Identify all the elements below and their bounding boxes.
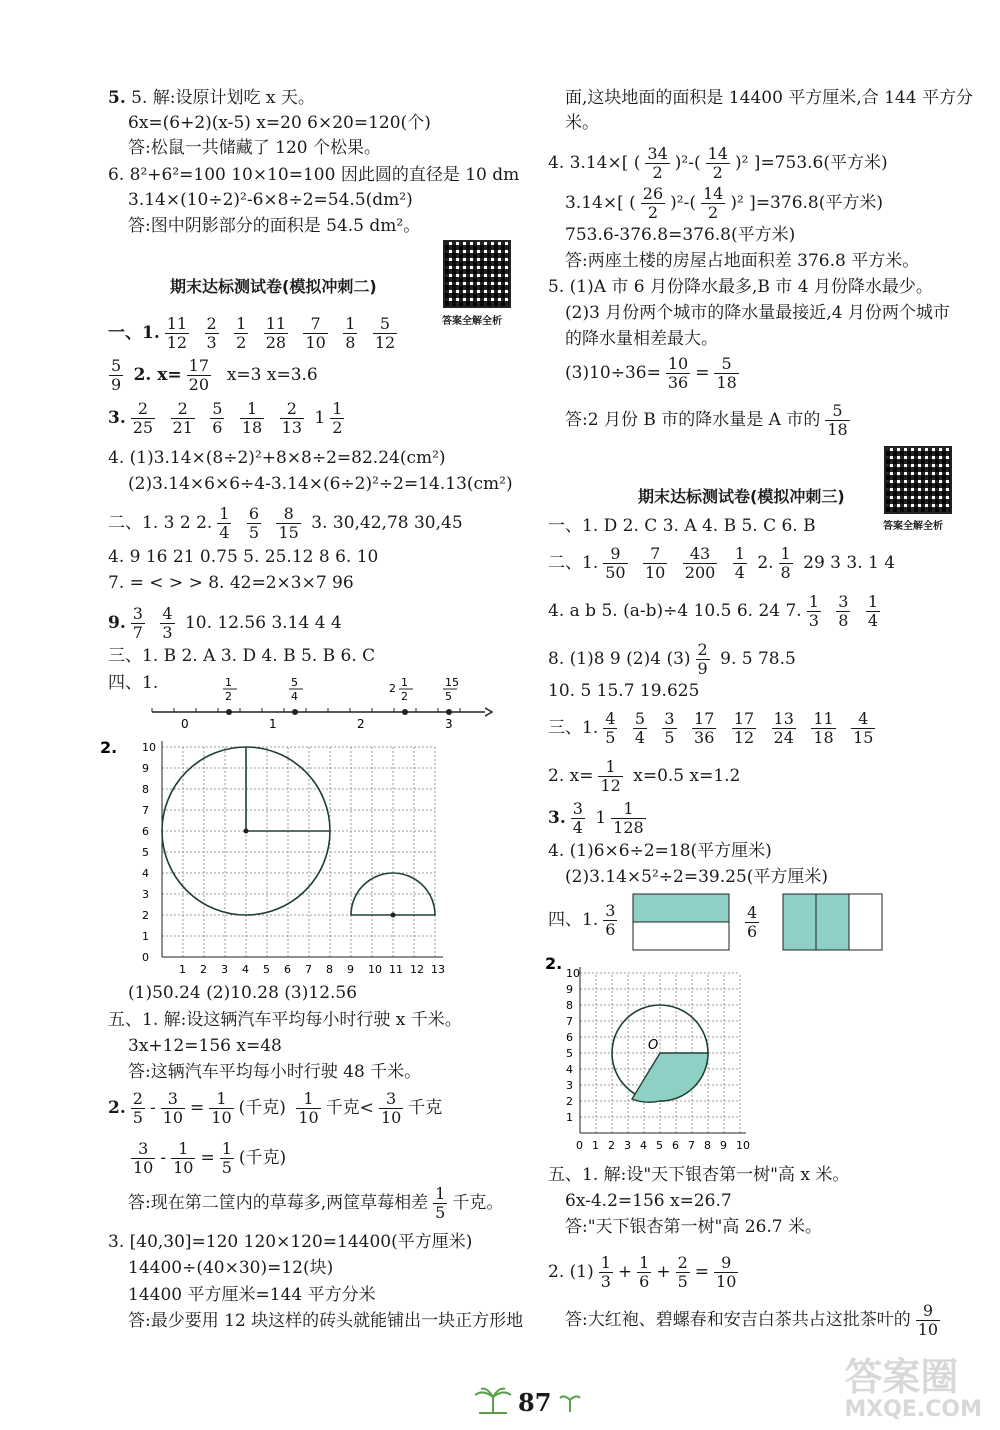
grid-r-y-tick: 1 — [566, 1111, 573, 1124]
rect2-column — [816, 894, 849, 950]
grid-y-tick: 1 — [142, 930, 149, 943]
fraction: $\frac{1}{5}$ — [221, 1139, 232, 1177]
fraction: $\frac{2}{3}$ — [206, 314, 217, 352]
fraction: $\frac{4}{15}$ — [853, 709, 874, 747]
t4-1-row: 四、1. $\frac{3}{6}$ — [548, 901, 616, 939]
grid-x-tick: 3 — [221, 963, 228, 976]
grid-y-tick: 4 — [142, 867, 149, 880]
grid-r-x-tick: 0 — [576, 1139, 583, 1152]
grid-x-tick: 12 — [410, 963, 424, 976]
w1-eq: 3x+12=156 x=48 — [128, 1036, 282, 1056]
grid-r-x-tick: 1 — [592, 1139, 599, 1152]
fraction: $\frac{11}{12}$ — [166, 314, 188, 352]
fraction: $\frac{9}{10}$ — [716, 1253, 737, 1291]
fraction: $\frac{11}{28}$ — [265, 314, 287, 352]
fraction: $\frac{1}{12}$ — [600, 757, 621, 795]
e7-row: 7. = < > > 8. 42=2×3×7 96 — [108, 573, 354, 593]
fraction: $\frac{1}{2}$ — [236, 314, 247, 352]
numline-point — [226, 709, 232, 715]
numline-point-den: 5 — [445, 690, 452, 703]
fraction: $\frac{4}{5}$ — [605, 709, 616, 747]
fraction: $\frac{1}{4}$ — [219, 504, 230, 542]
fraction: $\frac{3}{4}$ — [572, 799, 583, 837]
numline-point-den: 2 — [401, 690, 408, 703]
s4-label: 四、1. — [108, 673, 159, 693]
w3-line2: 14400÷(40×30)=12(块) — [128, 1258, 334, 1278]
numline-tick-label: 3 — [445, 717, 453, 731]
t3-3-row: 3. $\frac{3}{4}$ 1 $\frac{1}{128}$ — [548, 799, 644, 837]
numline-point-num: 1 — [401, 676, 408, 689]
fraction: $\frac{5}{18}$ — [716, 354, 737, 392]
fraction: $\frac{5}{12}$ — [374, 314, 396, 352]
rect1-bottom — [633, 922, 729, 950]
grid-y-tick: 2 — [142, 909, 149, 922]
fraction: $\frac{5}{4}$ — [634, 709, 646, 747]
grid-r-y-tick: 2 — [566, 1095, 573, 1108]
grid-x-tick: 11 — [389, 963, 403, 976]
grid-r-y-tick: 7 — [566, 1015, 573, 1028]
fraction: $\frac{2}{5}$ — [677, 1253, 688, 1291]
q5e-row: 答:2 月份 B 市的降水量是 A 市的 $\frac{5}{18}$ — [565, 401, 848, 439]
grid-r-y-tick: 6 — [566, 1031, 573, 1044]
fraction: $\frac{7}{10}$ — [645, 544, 666, 582]
fraction: $\frac{1}{2}$ — [332, 399, 343, 437]
grid-r-x-tick: 6 — [672, 1139, 679, 1152]
fraction: $\frac{10}{36}$ — [667, 354, 689, 392]
grid-x-tick: 5 — [263, 963, 270, 976]
p3-row: 3. $\frac{2}{25}$ $\frac{2}{21}$ $\frac{5}{6}$ $\frac{1}{18}$ $\frac{2}{13}$ 1 $\frac{1}{2}$ — [108, 399, 343, 437]
fraction: $\frac{26}{2}$ — [642, 184, 664, 222]
w3-line3: 14400 平方厘米=144 平方分米 — [128, 1285, 376, 1305]
fraction: $\frac{1}{8}$ — [780, 544, 791, 582]
fraction-rect-4-6 — [782, 893, 884, 951]
fraction: $\frac{1}{10}$ — [173, 1139, 194, 1177]
fraction: $\frac{1}{10}$ — [211, 1089, 232, 1127]
grid-r-y-tick: 5 — [566, 1047, 573, 1060]
q4a-row: 4. 3.14×[ ( $\frac{34}{2}$ )²-( $\frac{14}{2}$ )² ]=753.6(平方米) — [548, 144, 888, 182]
numline-point-whole: 2 — [389, 682, 396, 695]
grid-x-tick: 7 — [305, 963, 312, 976]
fraction: $\frac{2}{21}$ — [172, 399, 193, 437]
grid-r-x-tick: 10 — [736, 1139, 750, 1152]
e1-row: 二、1. 3 2 2. $\frac{1}{4}$ $\frac{6}{5}$ $\frac{8}{15}$ 3. 30,42,78 30,45 — [108, 504, 463, 542]
rect2-column — [783, 894, 816, 950]
fraction: $\frac{3}{10}$ — [162, 1089, 184, 1127]
grid-r-y-tick: 10 — [566, 967, 580, 980]
circle-center — [244, 829, 249, 834]
fraction: $\frac{14}{2}$ — [702, 184, 724, 222]
p1b-row: $\frac{5}{9}$ 2. x= $\frac{17}{20}$ x=3 x=3.6 — [111, 356, 318, 394]
grid-r-y-tick: 9 — [566, 983, 573, 996]
q4b-row: 3.14×[ ( $\frac{26}{2}$ )²-( $\frac{14}{2}$ )² ]=376.8(平方米) — [565, 184, 883, 222]
qr-code-right[interactable] — [884, 446, 952, 514]
grid-x-tick: 9 — [347, 963, 354, 976]
fraction: $\frac{34}{2}$ — [647, 144, 668, 182]
grid-y-tick: 5 — [142, 846, 149, 859]
semicircle-center — [391, 913, 396, 918]
grid-x-tick: 8 — [326, 963, 333, 976]
fraction: $\frac{11}{18}$ — [813, 709, 834, 747]
palm-tree-icon — [473, 1385, 513, 1415]
q5d-row: (3)10÷36= $\frac{10}{36}$ = $\frac{5}{18}$ — [565, 354, 737, 392]
numline-point-den: 2 — [225, 690, 232, 703]
w2-answer: 答:现在第二筐内的草莓多,两筐草莓相差 $\frac{1}{5}$ 千克。 — [128, 1184, 504, 1222]
watermark-logo: 答案圈 MXQE.COM — [844, 1355, 982, 1422]
q6-line1: 6. 8²+6²=100 10×10=100 因此圆的直径是 10 dm — [108, 165, 520, 185]
w2-line2: $\frac{3}{10}$ - $\frac{1}{10}$ = $\frac{1}{5}$ (千克) — [133, 1139, 287, 1177]
fraction: $\frac{43}{200}$ — [684, 544, 716, 582]
numline-point — [402, 709, 408, 715]
fraction: $\frac{3}{10}$ — [133, 1139, 154, 1177]
fraction: $\frac{5}{9}$ — [111, 356, 122, 394]
fraction: $\frac{1}{8}$ — [345, 314, 356, 352]
w3-line1: 3. [40,30]=120 120×120=14400(平方厘米) — [108, 1232, 473, 1252]
numline-tick-label: 2 — [357, 717, 365, 731]
numline-point — [292, 709, 298, 715]
s3-row: 三、1. B 2. A 3. D 4. B 5. B 6. C — [108, 646, 376, 666]
t3-2-row: 2. x= $\frac{1}{12}$ x=0.5 x=1.2 — [548, 757, 741, 795]
section-title-mock3: 期末达标测试卷(模拟冲刺三) — [638, 487, 845, 506]
grid-r-x-tick: 2 — [608, 1139, 615, 1152]
grid-x-tick: 1 — [179, 963, 186, 976]
q6-line2: 3.14×(10÷2)²-6×8÷2=54.5(dm²) — [128, 190, 413, 210]
qr-code-left[interactable] — [443, 240, 511, 308]
grid-r-y-tick: 3 — [566, 1079, 573, 1092]
grid-r-x-tick: 7 — [688, 1139, 695, 1152]
w1-head: 五、1. 解:设这辆汽车平均每小时行驶 x 千米。 — [108, 1010, 462, 1030]
t3-4a-row: 4. (1)6×6÷2=18(平方厘米) — [548, 841, 772, 861]
number-line — [140, 672, 500, 732]
t2-row: 二、1. $\frac{9}{50}$ $\frac{7}{10}$ $\frac{43}{200}$ $\frac{1}{4}$ 2. $\frac{1}{8}$ 29 3 3. 1 4 — [548, 544, 896, 582]
t1-row: 一、1. D 2. C 3. A 4. B 5. C 6. B — [548, 516, 816, 536]
fraction: $\frac{1}{128}$ — [613, 799, 644, 837]
t4-row: 4. a b 5. (a-b)÷4 10.5 6. 24 7. $\frac{1}{3}$ $\frac{3}{8}$ $\frac{1}{4}$ — [548, 592, 879, 630]
t3-4b-row: (2)3.14×5²÷2=39.25(平方厘米) — [565, 867, 829, 887]
fraction: $\frac{1}{5}$ — [435, 1184, 446, 1222]
fraction: $\frac{1}{3}$ — [600, 1253, 611, 1291]
grid-x-tick: 2 — [200, 963, 207, 976]
palm-tree-icon-small — [558, 1390, 582, 1414]
grid-x-tick: 4 — [242, 963, 249, 976]
t8-row: 8. (1)8 9 (2)4 (3) $\frac{2}{9}$ 9. 5 78.5 — [548, 640, 796, 678]
grid-r-x-tick: 9 — [720, 1139, 727, 1152]
t10-row: 10. 5 15.7 19.625 — [548, 681, 700, 701]
fraction: $\frac{3}{10}$ — [380, 1089, 402, 1127]
rect2-column — [849, 894, 882, 950]
e9-row: 9. $\frac{3}{7}$ $\frac{4}{3}$ 10. 12.56 3.14 4 4 — [108, 604, 342, 642]
q5a-row: 5. (1)A 市 6 月份降水最多,B 市 4 月份降水最少。 — [548, 277, 933, 297]
fraction: $\frac{2}{13}$ — [281, 399, 302, 437]
fraction: $\frac{17}{12}$ — [733, 709, 755, 747]
grid-y-tick: 10 — [142, 741, 156, 754]
fraction: $\frac{3}{6}$ — [605, 901, 616, 939]
fraction: $\frac{2}{9}$ — [697, 640, 708, 678]
fraction: $\frac{2}{5}$ — [132, 1089, 143, 1127]
fraction: $\frac{5}{18}$ — [827, 401, 848, 439]
fraction: $\frac{8}{15}$ — [278, 504, 299, 542]
grid-r-y-tick: 4 — [566, 1063, 573, 1076]
shaded-region — [632, 1053, 708, 1102]
grid-y-tick: 3 — [142, 888, 149, 901]
qr-caption-left: 答案全解全析 — [442, 316, 502, 327]
q5-head: 5. 5. 解:设原计划吃 x 天。 — [108, 88, 315, 108]
e4-row: 4. 9 16 21 0.75 5. 25.12 8 6. 10 — [108, 547, 379, 567]
grid-y-tick: 9 — [142, 762, 149, 775]
grid-r-x-tick: 5 — [656, 1139, 663, 1152]
page-number: 87 — [518, 1388, 552, 1417]
grid-circle-sector — [545, 955, 785, 1165]
r-line1: 面,这块地面的面积是 14400 平方厘米,合 144 平方分 — [565, 88, 973, 108]
fraction: $\frac{9}{50}$ — [605, 544, 626, 582]
w2-line1: 2. $\frac{2}{5}$ - $\frac{3}{10}$ = $\frac{1}{10}$ (千克) $\frac{1}{10}$ 千克< $\frac{3}{10}$ 千克 — [108, 1089, 443, 1127]
q4d-row: 答:两座土楼的房屋占地面积差 376.8 平方米。 — [565, 251, 920, 271]
grid-r-x-tick: 4 — [640, 1139, 647, 1152]
fraction: $\frac{9}{10}$ — [917, 1301, 939, 1339]
grid-r-y-tick: 8 — [566, 999, 573, 1012]
u2-row: 2. (1) $\frac{1}{3}$ + $\frac{1}{6}$ + $\frac{2}{5}$ = $\frac{9}{10}$ — [548, 1253, 737, 1291]
numline-point-num: 15 — [445, 676, 459, 689]
q5-equation: 6x=(6+2)(x-5) x=20 6×20=120(个) — [128, 113, 431, 133]
numline-point-num: 5 — [291, 676, 298, 689]
grid-r-label: 2. — [545, 954, 563, 973]
section-title-mock2: 期末达标测试卷(模拟冲刺二) — [170, 277, 377, 296]
w1-answer: 答:这辆汽车平均每小时行驶 48 千米。 — [128, 1062, 422, 1082]
r-line2: 米。 — [565, 113, 599, 133]
fraction: $\frac{3}{7}$ — [132, 604, 143, 642]
fraction: $\frac{5}{6}$ — [212, 399, 223, 437]
fraction: $\frac{7}{10}$ — [305, 314, 326, 352]
q5b-row: (2)3 月份两个城市的降水量最接近,4 月份两个城市 — [565, 303, 950, 323]
numline-point — [446, 709, 452, 715]
grid-label: 2. — [100, 738, 118, 757]
rect1-shaded-top — [633, 894, 729, 922]
fraction: $\frac{3}{5}$ — [664, 709, 675, 747]
numline-tick-label: 0 — [181, 717, 189, 731]
fraction: $\frac{1}{10}$ — [298, 1089, 319, 1127]
grid-x-tick: 10 — [368, 963, 382, 976]
fraction: $\frac{1}{3}$ — [808, 592, 819, 630]
grid-y-tick: 6 — [142, 825, 149, 838]
fraction: $\frac{13}{24}$ — [773, 709, 794, 747]
grid-circle-semicircle — [100, 735, 445, 976]
q6-answer: 答:图中阴影部分的面积是 54.5 dm²。 — [128, 216, 421, 236]
fraction: $\frac{1}{4}$ — [867, 592, 879, 630]
u2-answer: 答:大红袍、碧螺春和安吉白茶共占这批茶叶的 $\frac{9}{10}$ — [565, 1301, 939, 1339]
q5c-row: 的降水量相差最大。 — [565, 329, 718, 349]
numline-tick-label: 1 — [269, 717, 277, 731]
grid-y-tick: 8 — [142, 783, 149, 796]
fraction: $\frac{17}{20}$ — [188, 356, 209, 394]
u1-head: 五、1. 解:设"天下银杏第一树"高 x 米。 — [548, 1165, 850, 1185]
grid-y-tick: 0 — [142, 951, 149, 964]
grid-r-x-tick: 8 — [704, 1139, 711, 1152]
fraction: $\frac{1}{4}$ — [734, 544, 745, 582]
q5-answer: 答:松鼠一共储藏了 120 个松果。 — [128, 138, 381, 158]
numline-arrow — [485, 708, 492, 716]
fraction-rect-3-6 — [632, 893, 730, 951]
t4-1-frac2 — [740, 904, 764, 941]
fraction: $\frac{2}{25}$ — [132, 399, 154, 437]
grid-r-x-tick: 3 — [624, 1139, 631, 1152]
fraction: $\frac{6}{5}$ — [248, 504, 260, 542]
qr-caption-right: 答案全解全析 — [883, 521, 943, 532]
fraction: $\frac{4}{6}$ — [747, 903, 758, 941]
w3-line4: 答:最少要用 12 块这样的砖头就能铺出一块正方形地 — [128, 1311, 524, 1331]
fraction: $\frac{1}{18}$ — [241, 399, 263, 437]
circle-center-label: O — [648, 1038, 659, 1053]
q4c-row: 753.6-376.8=376.8(平方米) — [565, 225, 796, 245]
fraction: $\frac{4}{3}$ — [162, 604, 173, 642]
fraction: $\frac{14}{2}$ — [707, 144, 728, 182]
p1-row: 一、1. $\frac{11}{12}$ $\frac{2}{3}$ $\frac{1}{2}$ $\frac{11}{28}$ $\frac{7}{10}$ $\frac{1}{8}$ $\frac{5}{12}$ — [108, 314, 396, 352]
fraction: $\frac{17}{36}$ — [694, 709, 715, 747]
numline-point-den: 4 — [291, 690, 298, 703]
fraction: $\frac{3}{8}$ — [838, 592, 849, 630]
g2-answers: (1)50.24 (2)10.28 (3)12.56 — [128, 983, 358, 1003]
u1-answer: 答:"天下银杏第一树"高 26.7 米。 — [565, 1217, 823, 1237]
p4-line2: (2)3.14×6×6÷4-3.14×(6÷2)²÷2=14.13(cm²) — [128, 474, 513, 494]
u1-eq: 6x-4.2=156 x=26.7 — [565, 1191, 732, 1211]
p4-line1: 4. (1)3.14×(8÷2)²+8×8÷2=82.24(cm²) — [108, 448, 446, 468]
grid-x-tick: 6 — [284, 963, 291, 976]
grid-x-tick: 13 — [431, 963, 445, 976]
grid-y-tick: 7 — [142, 804, 149, 817]
t3-row: 三、1. $\frac{4}{5}$ $\frac{5}{4}$ $\frac{3}{5}$ $\frac{17}{36}$ $\frac{17}{12}$ $\frac{13}{24}$ $\frac{11}{18}$ $\frac{4}{15}$ — [548, 709, 874, 747]
numline-point-num: 1 — [225, 676, 232, 689]
fraction: $\frac{1}{6}$ — [639, 1253, 650, 1291]
